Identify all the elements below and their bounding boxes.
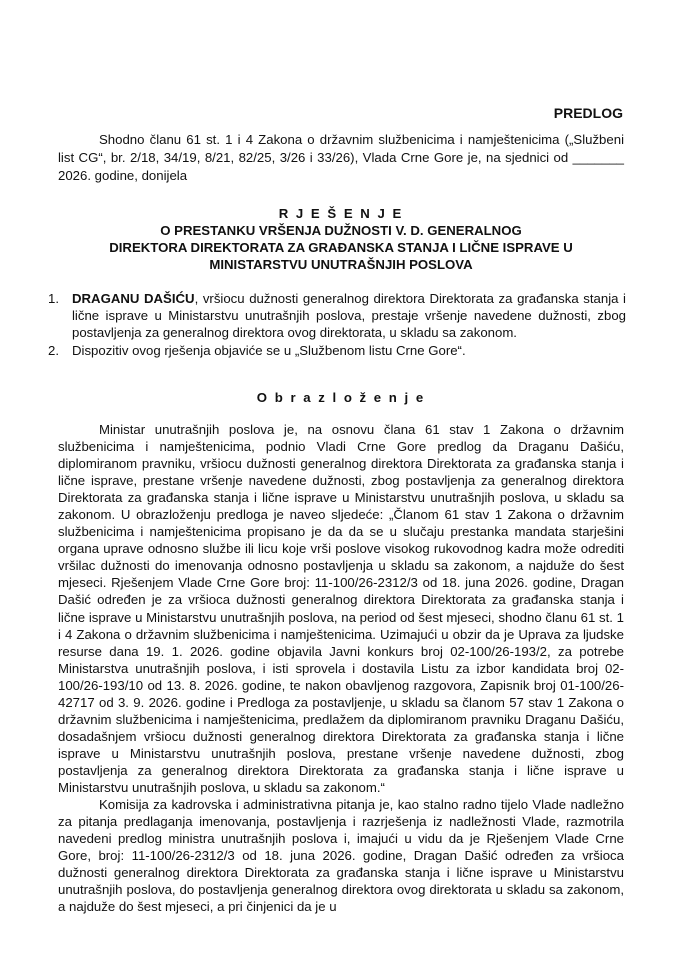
paragraph-1-text: Ministar unutrašnjih poslova je, na osnovu člana 61 stav 1 Zakona o državnim službenicima i namještenicima, podnio Vladi Crne Gore predlog da Draganu Dašiću, diplomiranom pravniku, vršiocu dužnosti generalnog direktora Direktorata za građanska stanja i lične isprave, prestane vršenje navedene dužnosti, zbog postavljenja za generalnog direktora Direktorata za građanska stanja i lične isprave u Ministarstvu unutrašnjih poslova, u skladu sa zakonom. U obrazloženju predloga je naveo sljedeće:	[58, 422, 624, 523]
obrazlozenje-body	[58, 421, 624, 915]
list-item	[48, 290, 626, 342]
decision-title	[58, 205, 624, 273]
intro-paragraph: Shodno članu 61 st. 1 i 4 Zakona o državnim službenicima i namještenicima („Službeni list CG“, br. 2/18, 34/19, 8/21, 82/25, 3/26 i 33/26), Vlada Crne Gore je, na sjednici od _______ 2026. godine, donijela	[58, 132, 624, 183]
quote-text: „Članom 61 stav 1 Zakona o državnim službenicima i namještenicima propisano je da da se u slučaju prestanka mandata starješini organa uprave odnosno službe ili licu koje vrši poslove visokog rukovodnog kadra može odrediti vršilac dužnosti do imenovanja odnosno postavljenja u skladu sa zakonom, a najduže do šest mjeseci. Rješenjem Vlade Crne Gore broj: 11-100/26-2312/3 od 18. juna 2026. godine, Dragan Dašić određen je za vršioca dužnosti generalnog direktora Direktorata za građanska stanja i lične isprave u Ministarstvu unutrašnjih poslova, na period od šest mjeseci, shodno članu 61 st. 1 i 4 Zakona o državnim službenicima i namještenicima. Uzimajući u obzir da je Uprava za ljudske resurse dana 19. 1. 2026. godine objavila Javni konkurs broj 02-100/26-193/2, za potrebe Ministarstva unutrašnjih poslova, i isti sprovela i dostavila Listu za izbor kandidata broj 02-100/26-193/10 od 13. 8. 2026. godine, te nakon obavljenog razgovora, Zapisnik broj 01-100/26-42717 od 3. 9. 2026. godine i Predloga za postavljenje, u skladu sa članom 57 stav 1 Zakona o državnim službenicima i namještenicima, predlažem da diplomiranom pravniku Draganu Dašiću, dosadašnjem vršiocu dužnosti generalnog direktora Direktorata za građanska stanja i lične isprave u Ministarstvu unutrašnjih poslova, prestane vršenje navedene dužnosti, zbog postavljenja za generalnog direktora Direktorata za građanska stanja i lične isprave u Ministarstvu unutrašnjih poslova, u skladu sa zakonom.“	[58, 507, 624, 795]
paragraph-2: Komisija za kadrovska i administrativna pitanja je, kao stalno radno tijelo Vlade nadležno za pitanja predlaganja imenovanja, postavljenja i razrješenja iz nadležnosti Vlade, razmotrila navedeni predlog ministra unutrašnjih poslova i, imajući u vidu da je Rješenjem Vlade Crne Gore, broj: 11-100/26-2312/3 od 18. juna 2026. godine, Dragan Dašić određen za vršioca dužnosti generalnog direktora Direktorata za građanska stanja i lične isprave u Ministarstvu unutrašnjih poslova, do postavljenja generalnog direktora ovog direktorata u skladu sa zakonom, a najduže do šest mjeseci, a pri činjenici da je u	[58, 797, 624, 915]
title-line-4: MINISTARSTVU UNUTRAŠNJIH POSLOVA	[209, 257, 473, 272]
dispositive-list	[48, 290, 626, 359]
title-rjesenje: R J E Š E N J E	[278, 206, 404, 221]
item-text: , vršiocu dužnosti generalnog direktora Direktorata za građanska stanja i lične isprave u Ministarstvu unutrašnjih poslova, prestaje vršenje navedene dužnosti, zbog postavljenja za generalnog direktora ovog direktorata, u skladu sa zakonom.	[72, 291, 626, 341]
list-item	[48, 342, 626, 359]
title-line-2: O PRESTANKU VRŠENJA DUŽNOSTI V. D. GENERALNOG	[160, 223, 522, 238]
item-text: Dispozitiv ovog rješenja objaviće se u „Službenom listu Crne Gore“.	[72, 342, 466, 358]
title-line-3: DIREKTORA DIREKTORATA ZA GRAĐANSKA STANJA I LIČNE ISPRAVE U	[109, 240, 573, 255]
item-number: 1.	[48, 291, 59, 306]
item-number: 2.	[48, 342, 59, 358]
predlog-label: PREDLOG	[553, 105, 623, 121]
obrazlozenje-heading: O b r a z l o ž e n j e	[256, 390, 426, 405]
item-bold-name: DRAGANU DAŠIĆU	[72, 291, 195, 306]
paragraph-1	[58, 421, 624, 796]
